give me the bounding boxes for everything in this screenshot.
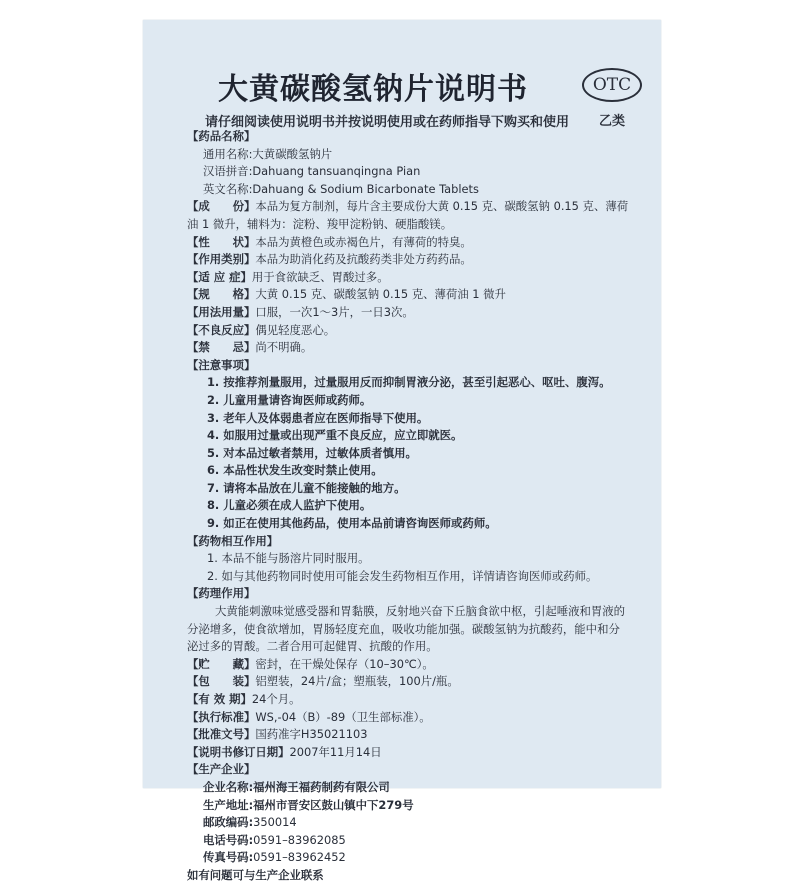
otc-class-label: 乙类 bbox=[599, 114, 626, 129]
company-name-row bbox=[187, 779, 657, 797]
precaution-item: 3. 老年人及体弱患者应在医师指导下使用。 bbox=[207, 410, 429, 425]
properties-value: 本品为黄橙色或赤褐色片，有薄荷的特臭。 bbox=[255, 234, 472, 249]
pinyin-label: 汉语拼音: bbox=[203, 164, 253, 179]
revision-value: 2007年11月14日 bbox=[289, 744, 382, 759]
validity-row bbox=[187, 691, 657, 709]
phone-value: 0591–83962085 bbox=[253, 832, 346, 847]
category-row bbox=[187, 251, 657, 269]
adverse-value: 偶见轻度恶心。 bbox=[255, 322, 336, 337]
dosage-value: 口服，一次1～3片，一日3次。 bbox=[255, 304, 414, 319]
document-title: 大黄碳酸氢钠片说明书 bbox=[218, 72, 528, 107]
precaution-item: 8. 儿童必须在成人监护下使用。 bbox=[207, 498, 372, 513]
storage-label: 【贮 藏】 bbox=[187, 656, 256, 671]
english-name-label: 英文名称: bbox=[203, 181, 253, 196]
standard-label: 【执行标准】 bbox=[187, 709, 256, 724]
dosage-label: 【用法用量】 bbox=[187, 304, 256, 319]
pharmacology-text-line: 泌过多的胃酸。二者合用可起健胃、抗酸的作用。 bbox=[187, 639, 438, 654]
company-name-label: 企业名称: bbox=[203, 779, 254, 794]
english-name-value: Dahuang & Sodium Bicarbonate Tablets bbox=[252, 181, 479, 196]
packaging-label: 【包 装】 bbox=[187, 674, 256, 689]
postcode-row bbox=[187, 814, 657, 832]
generic-name-label: 通用名称: bbox=[203, 146, 253, 161]
section-interactions-heading: 【药物相互作用】 bbox=[187, 533, 279, 548]
section-precautions-heading: 【注意事项】 bbox=[187, 357, 256, 372]
footer-contact-note: 如有问题可与生产企业联系 bbox=[187, 867, 324, 882]
approval-value: 国药准字H35021103 bbox=[255, 727, 368, 742]
precaution-item: 4. 如服用过量或出现严重不良反应，应立即就医。 bbox=[207, 428, 463, 443]
adverse-row bbox=[187, 322, 657, 340]
specification-row bbox=[187, 286, 657, 304]
pharmacology-text-line: 大黄能刺激味觉感受器和胃黏膜，反射地兴奋下丘脑食欲中枢，引起唾液和胃液的 bbox=[215, 604, 626, 619]
validity-value: 24个月。 bbox=[251, 692, 301, 706]
specification-label: 【规 格】 bbox=[187, 287, 256, 302]
standard-value: WS,-04（B）-89（卫生部标准）。 bbox=[255, 709, 431, 724]
fax-value: 0591–83962452 bbox=[253, 850, 346, 865]
section-manufacturer-heading: 【生产企业】 bbox=[187, 762, 256, 777]
precaution-item: 2. 儿童用量请咨询医师或药师。 bbox=[207, 392, 372, 407]
english-name-row bbox=[187, 181, 657, 199]
properties-label: 【性 状】 bbox=[187, 234, 256, 249]
storage-row bbox=[187, 656, 657, 674]
dosage-row bbox=[187, 304, 657, 322]
specification-value: 大黄 0.15 克、碳酸氢钠 0.15 克、薄荷油 1 微升 bbox=[255, 287, 506, 302]
category-value: 本品为助消化药及抗酸药类非处方药药品。 bbox=[255, 252, 472, 267]
pinyin-row bbox=[187, 163, 657, 181]
pharmacology-text-line: 分泌增多，使食欲增加，胃肠轻度充血，吸收功能加强。碳酸氢钠为抗酸药，能中和分 bbox=[187, 621, 620, 636]
fax-label: 传真号码: bbox=[203, 850, 254, 865]
interaction-item: 2. 如与其他药物同时使用可能会发生药物相互作用，详情请咨询医师或药师。 bbox=[207, 568, 598, 583]
contraindications-row bbox=[187, 339, 657, 357]
leaflet-content bbox=[187, 128, 657, 885]
packaging-row bbox=[187, 673, 657, 691]
generic-name-value: 大黄碳酸氢钠片 bbox=[252, 146, 333, 161]
contraindications-value: 尚不明确。 bbox=[255, 340, 313, 355]
phone-row bbox=[187, 832, 657, 850]
phone-label: 电话号码: bbox=[203, 832, 254, 847]
composition-row bbox=[187, 198, 657, 216]
generic-name-row bbox=[187, 146, 657, 164]
section-drug-name-heading: 【药品名称】 bbox=[187, 129, 256, 143]
document-subtitle: 请仔细阅读使用说明书并按说明使用或在药师指导下购买和使用 bbox=[205, 115, 570, 130]
address-value: 福州市晋安区鼓山镇中下279号 bbox=[253, 797, 414, 812]
precaution-item: 7. 请将本品放在儿童不能接触的地方。 bbox=[207, 480, 406, 495]
postcode-label: 邮政编码: bbox=[203, 815, 254, 830]
otc-badge: OTC bbox=[582, 68, 642, 102]
indications-row bbox=[187, 269, 657, 287]
address-label: 生产地址: bbox=[203, 797, 254, 812]
composition-label: 【成 份】 bbox=[187, 199, 256, 214]
indications-label: 【适 应 症】 bbox=[187, 269, 252, 284]
revision-label: 【说明书修订日期】 bbox=[187, 744, 290, 759]
company-name-value: 福州海王福药制药有限公司 bbox=[253, 779, 390, 794]
pinyin-value: Dahuang tansuanqingna Pian bbox=[252, 164, 421, 179]
approval-label: 【批准文号】 bbox=[187, 727, 256, 742]
precaution-item: 5. 对本品过敏者禁用，过敏体质者慎用。 bbox=[207, 445, 417, 460]
precaution-item: 6. 本品性状发生改变时禁止使用。 bbox=[207, 463, 383, 478]
properties-row bbox=[187, 234, 657, 252]
composition-continuation: 油 1 微升，辅料为：淀粉、羧甲淀粉钠、硬脂酸镁。 bbox=[187, 216, 453, 231]
address-row bbox=[187, 797, 657, 815]
contraindications-label: 【禁 忌】 bbox=[187, 340, 256, 355]
adverse-label: 【不良反应】 bbox=[187, 322, 256, 337]
storage-value: 密封，在干燥处保存（10–30℃）。 bbox=[255, 656, 434, 671]
approval-row bbox=[187, 726, 657, 744]
interaction-item: 1. 本品不能与肠溶片同时服用。 bbox=[207, 551, 370, 566]
indications-value: 用于食欲缺乏、胃酸过多。 bbox=[251, 269, 389, 284]
leaflet-sheet bbox=[143, 20, 661, 882]
revision-row bbox=[187, 744, 657, 762]
precaution-item: 1. 按推荐剂量服用，过量服用反而抑制胃液分泌，甚至引起恶心、呕吐、腹泻。 bbox=[207, 375, 611, 390]
standard-row bbox=[187, 709, 657, 727]
validity-label: 【有 效 期】 bbox=[187, 692, 252, 706]
packaging-value: 铝塑装，24片/盒；塑瓶装，100片/瓶。 bbox=[255, 674, 459, 689]
category-label: 【作用类别】 bbox=[187, 252, 256, 267]
section-pharmacology-heading: 【药理作用】 bbox=[187, 586, 256, 601]
fax-row bbox=[187, 849, 657, 867]
composition-value: 本品为复方制剂，每片含主要成份大黄 0.15 克、碳酸氢钠 0.15 克、薄荷 bbox=[255, 199, 629, 214]
postcode-value: 350014 bbox=[253, 815, 297, 830]
precaution-item: 9. 如正在使用其他药品，使用本品前请咨询医师或药师。 bbox=[207, 516, 497, 531]
